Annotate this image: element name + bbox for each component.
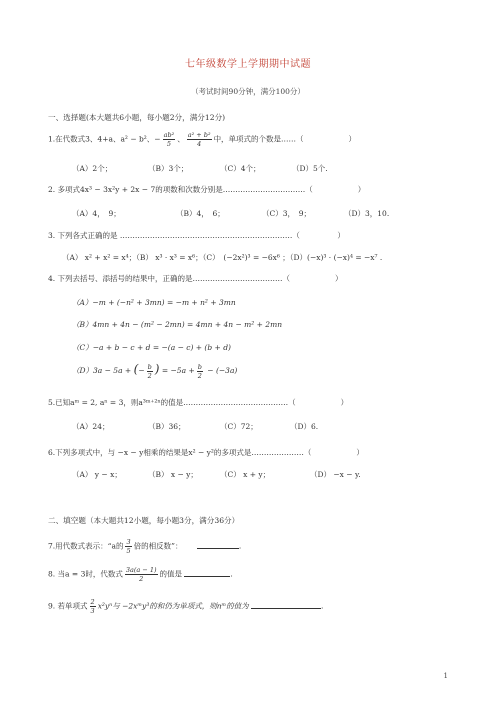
exam-subtitle: （考试时间90分钟，满分100分） — [191, 87, 305, 96]
question-9: 9. 若单项式 $\frac{2}{3}$ x²yⁿ与 −2xᵐy³的和仍为单项式，则nᵐ的值为 . — [48, 598, 324, 615]
question-1: 1.在代数式3、4+a、a² − b²、− $\frac{\text{ab²}}{5}$ 、 $\frac{\text{a² + b²}}{4}$ 中，单项式的个数是……（ ） — [48, 131, 357, 148]
q1-option-c: （C）4个； — [220, 164, 261, 173]
q2-option-d: （D）3，10. — [344, 209, 390, 218]
q6-option-b: （B） x − y； — [148, 470, 198, 479]
q1-option-a: （A）2个； — [72, 164, 113, 173]
q6-option-a: （A） y − x； — [72, 470, 122, 479]
q6-option-d: （D） −x − y. — [310, 470, 361, 479]
q1-fraction-1: $\frac{\text{ab²}}{5}$ — [163, 131, 175, 148]
q5-option-a: （A）24； — [72, 422, 110, 431]
page-number: 1 — [443, 672, 448, 680]
question-3: 3. 下列各式正确的是 ……………………………………………………………（ ） — [48, 231, 345, 240]
q3-options: （A） x² + x² = x⁴；（B） x³ · x³ = x⁶；（C） (−2x²)³ = −6x⁶ ；（D）(−x)³ · (−x)⁴ = −x⁷ . — [62, 253, 383, 262]
q2-option-a: （A）4， 9； — [72, 209, 121, 218]
q7-answer-blank[interactable] — [197, 540, 239, 549]
q4-option-c: （C）−a + b − c + d = −(a − c) + (b + d) — [72, 343, 231, 352]
q4-option-b: （B）4mn + 4n − (m² − 2mn) = 4mn + 4n − m² + 2mn — [72, 320, 283, 329]
q1-option-b: （B）3个； — [148, 164, 189, 173]
q8-answer-blank[interactable] — [184, 568, 230, 577]
question-6: 6.下列多项式中，与 −x − y相乘的结果是x² − y²的多项式是…………………（ ） — [48, 448, 364, 457]
question-4: 4. 下列去括号、添括号的结果中，正确的是………………………………（ ） — [48, 274, 343, 283]
q9-answer-blank[interactable] — [251, 600, 321, 609]
q1-option-d: （D）5个. — [292, 164, 328, 173]
page-title: 七年级数学上学期期中试题 — [185, 59, 311, 70]
q2-option-b: （B）4， 6； — [176, 209, 225, 218]
section-choice-heading: 一、选择题(本大题共6小题，每小题2分，满分12分) — [48, 113, 226, 122]
q5-option-c: （C）72； — [220, 422, 258, 431]
question-8: 8. 当a = 3时，代数式 $\frac{3a(a - 1)}{2}$ 的值是 . — [48, 566, 233, 583]
question-7: 7.用代数式表示：“a的 $\frac{3}{5}$ 倍的相反数”： . — [48, 538, 242, 555]
question-5: 5.已知aᵐ = 2, aⁿ = 3，则a³ᵐ⁺²ⁿ的值是……………………………………（ ） — [48, 398, 349, 407]
q2-option-c: （C）3， 9； — [262, 209, 312, 218]
section-fill-heading: 二、填空题（本大题共12小题，每小题3分，满分36分） — [48, 516, 240, 525]
q4-option-a: （A）−m + (−n² + 3mn) = −m + n² + 3mn — [72, 298, 236, 307]
q6-option-c: （C） x + y； — [220, 470, 271, 479]
q1-prefix: 1.在代数式3、4+a、a² − b²、− — [48, 134, 161, 144]
q4-option-d: （D）3a − 5a + (− $\frac{b}{2}$ ) = −5a + $\frac{b}{2}$ − (−3a) — [72, 362, 238, 380]
q1-fraction-2: $\frac{\text{a² + b²}}{4}$ — [187, 131, 211, 148]
q5-option-b: （B）36； — [148, 422, 186, 431]
q5-option-d: （D）6. — [290, 422, 319, 431]
q1-suffix: 中，单项式的个数是……（ ） — [213, 134, 357, 144]
question-2: 2. 多项式4x³ − 3x²y + 2x − 7的项数和次数分别是……………………………（ ） — [48, 185, 366, 194]
